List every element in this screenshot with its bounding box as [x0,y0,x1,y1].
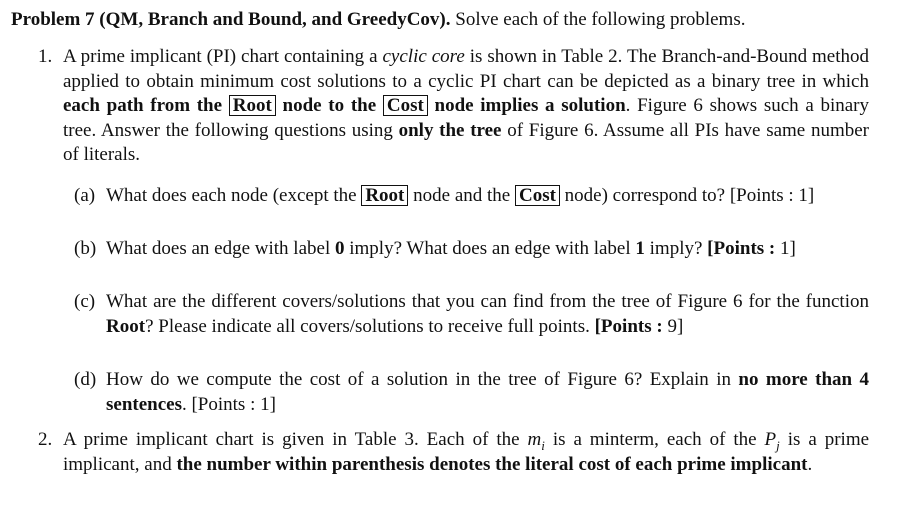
sub-b-label: (b) [74,238,97,259]
q2-pi-symbol [764,429,780,453]
problem-heading [11,8,891,33]
q2-mi: m [527,429,542,450]
q2-text-4: . [807,453,813,475]
sub-b-zero: 0 [334,238,345,259]
sub-a-root-box: Root [361,185,408,206]
sub-b-text-1: What does an edge with label [106,238,331,259]
q1-text-4: of Figure 6. Assume all PIs have same number of literals. [63,119,869,165]
sub-c-text-2: ? Please indicate all covers/solutions to receive full points. [145,315,590,337]
sub-c-label: (c) [74,291,96,312]
sub-b-points-open: [Points : [707,238,776,259]
sub-b-text [106,237,869,262]
sub-d-label: (d) [74,369,97,390]
sub-d-points: [Points : 1] [191,393,276,415]
sub-c-text [106,290,869,339]
sub-b-text-3: imply? [649,238,703,259]
q1-number: 1. [38,46,53,67]
q2-pj-sub: j [776,437,780,453]
q1-text [63,45,869,168]
q1-text-2: is shown in Table 2. The Branch-and-Bound method applied to obtain minimum cost solutions to a cyclic PI chart can be depicted as a binary tree in which [63,46,869,92]
q2-mi-sub: i [541,437,545,453]
sub-a-text-3: node) correspond to? [564,185,726,206]
q2-text-3: is a prime implicant, and [63,429,870,475]
sub-b-one: 1 [635,238,645,259]
q2-minterm-symbol [527,429,545,453]
sub-c-root: Root [106,315,146,337]
q2-text-1: A prime implicant chart is given in Table 3. Each of the [63,429,520,450]
sub-b-points-close: 1] [780,238,796,259]
q2-pj: P [764,429,777,450]
q1-bold-4: only the tree [398,119,502,141]
q1-text-3: . Figure 6 shows such a binary tree. Answer the following questions using [63,95,870,141]
sub-a-label: (a) [74,185,96,206]
sub-a-text-1: What does each node (except the [106,185,357,206]
sub-c-points-close: 9] [667,315,684,337]
q1-cost-box: Cost [383,95,428,116]
q1-bold-2: node to the [282,95,377,116]
q2-text-2: is a minterm, each of the [552,429,757,450]
q1-cyclic-core: cyclic core [382,46,465,67]
problem-intro: Solve each of the following problems. [455,9,746,30]
sub-d-text-2: . [181,393,187,415]
sub-d-text [106,368,869,417]
q1-text-1: A prime implicant (PI) chart containing a [63,46,378,67]
q2-text [63,428,869,477]
q1-bold-1: each path from the [63,95,223,116]
q2-number: 2. [38,429,53,450]
sub-d-bold: no more than 4 sentences [106,369,869,415]
sub-a-points: [Points : 1] [729,185,815,206]
q1-bold-3: node implies a solution [434,95,626,116]
sub-a-cost-box: Cost [515,185,560,206]
sub-a-text-2: node and the [413,185,511,206]
sub-b-text-2: imply? What does an edge with label [349,238,631,259]
sub-c-points-open: [Points : [594,315,663,337]
q2-bold: the number within parenthesis denotes the literal cost of each prime implicant [176,453,808,475]
sub-d-text-1: How do we compute the cost of a solution in the tree of Figure 6? Explain in [106,369,731,390]
problem-title: Problem 7 (QM, Branch and Bound, and GreedyCov). [11,9,451,30]
sub-c-text-1: What are the different covers/solutions that you can find from the tree of Figure 6 for the function [106,291,869,312]
q1-root-box: Root [229,95,276,116]
sub-a-text [106,184,869,209]
